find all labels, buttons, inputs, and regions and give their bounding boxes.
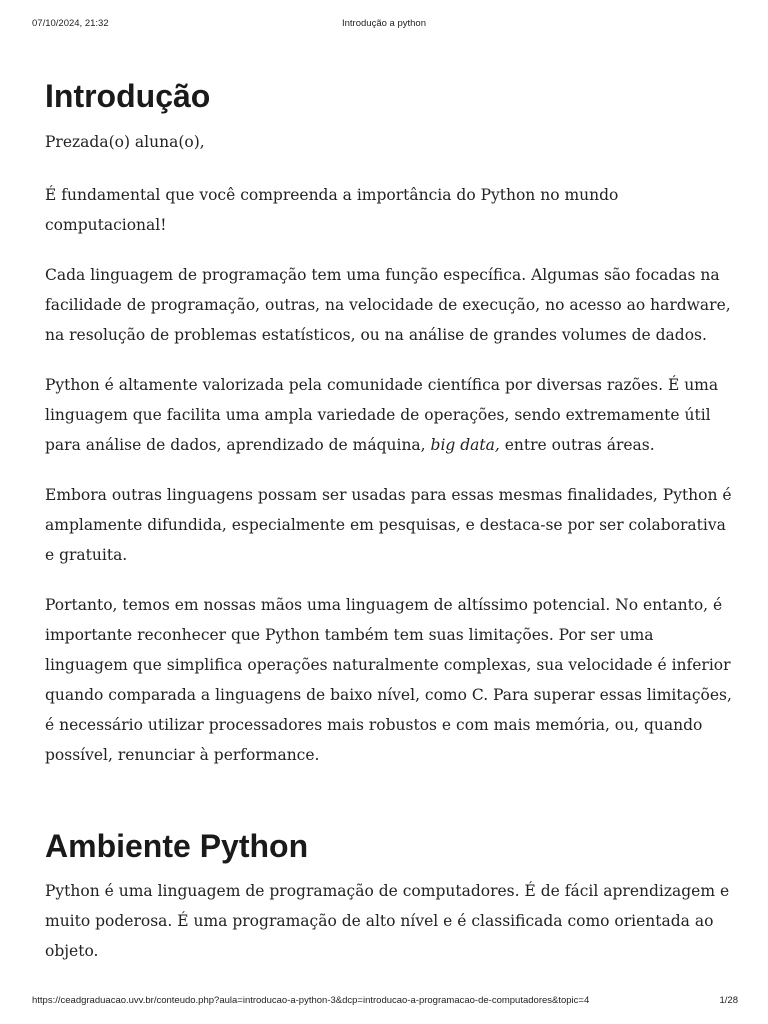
greeting-paragraph: Prezada(o) aluna(o), (45, 133, 205, 151)
italic-term: big data, (430, 436, 500, 454)
print-footer (0, 995, 768, 1009)
paragraph-languages: Cada linguagem de programação tem uma função específica. Algumas são focadas na facilidade de programação, outras, na velocidade de execução, no acesso ao hardware, na resolução de problemas estatísticos, ou na análise de grandes volumes de dados. (45, 266, 731, 344)
paragraph-python-valued-text: Python é altamente valorizada pela comunidade científica por diversas razões. É uma linguagem que facilita uma ampla variedade de operações, sendo extremamente útil para análise de dados, aprendizado de máquina, (45, 376, 719, 454)
print-url: https://ceadgraduacao.uvv.br/conteudo.php?aula=introducao-a-python-3&dcp=introducao-a-programacao-de-computadores&topic=4 (32, 995, 590, 1006)
print-page-title: Introdução a python (342, 18, 426, 29)
paragraph-python-language: Python é uma linguagem de programação de computadores. É de fácil aprendizagem e muito poderosa. É uma programação de alto nível e é classificada como orientada ao objeto. (45, 882, 730, 960)
paragraph-limitations: Portanto, temos em nossas mãos uma linguagem de altíssimo potencial. No entanto, é importante reconhecer que Python também tem suas limitações. Por ser uma linguagem que simplifica operações naturalmente complexas, sua velocidade é inferior quando comparada a linguagens de baixo nível, como C. Para superar essas limitações, é necessário utilizar processadores mais robustos e com mais memória, ou, quando possível, renunciar à performance. (45, 596, 732, 764)
document-body (45, 76, 735, 960)
paragraph-widespread: Embora outras linguagens possam ser usadas para essas mesmas finalidades, Python é amplamente difundida, especialmente em pesquisas, e destaca-se por ser colaborativa e gratuita. (45, 486, 732, 564)
paragraph-python-valued (45, 370, 735, 460)
page-number: 1/28 (719, 995, 738, 1006)
section-heading-ambiente-python: Ambiente Python (45, 828, 309, 864)
section-heading-introducao: Introdução (45, 78, 211, 114)
paragraph-importance: É fundamental que você compreenda a importância do Python no mundo computacional! (45, 186, 619, 234)
paragraph-python-valued-end: entre outras áreas. (499, 436, 655, 454)
print-datetime: 07/10/2024, 21:32 (32, 18, 109, 29)
print-header (0, 18, 768, 32)
